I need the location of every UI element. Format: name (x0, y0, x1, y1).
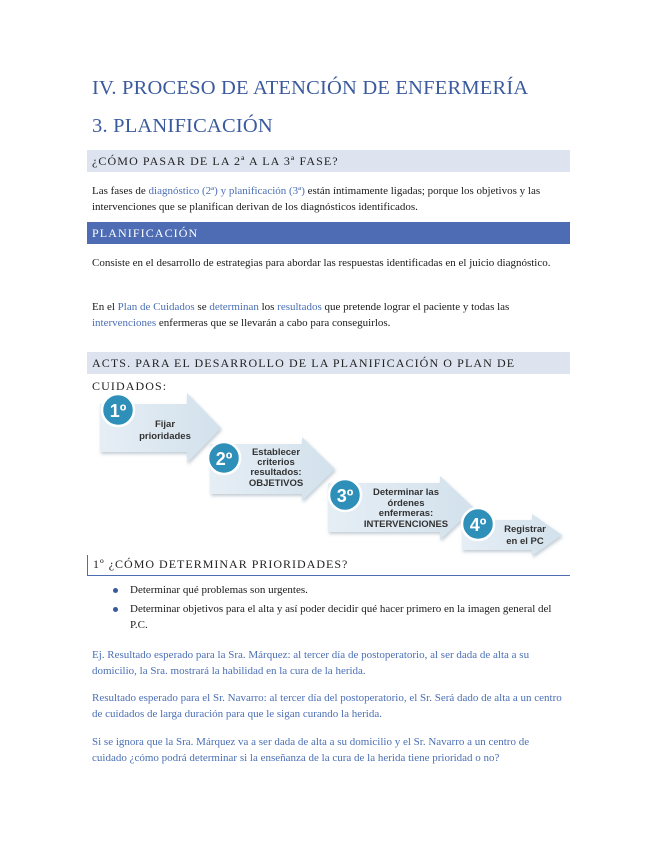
text-segment: están íntimamente ligadas; porque los objetivos y las intervenciones que se planifican derivan de los diagnósticos identificados. (92, 185, 541, 213)
step-label-line: Fijar (154, 419, 176, 430)
list-item-text: Determinar objetivos para el alta y así poder decidir qué hacer primero en la imagen general del P.C. (130, 603, 552, 631)
step-label-line: órdenes (387, 498, 425, 509)
step-2 (208, 437, 335, 501)
text-segment: se (194, 301, 210, 313)
step-label-line: prioridades (139, 431, 191, 442)
paragraph-definicion: Consiste en el desarrollo de estrategias para abordar las respuestas identificadas en el juicio diagnóstico. (92, 257, 551, 269)
highlight-text: resultados (277, 301, 322, 313)
main-title: IV. PROCESO DE ATENCIÓN DE ENFERMERÍA (92, 77, 529, 99)
step-number: 3º (336, 486, 354, 506)
heading-band-actividades: ACTS. PARA EL DESARROLLO DE LA PLANIFICACIÓN O PLAN DE CUIDADOS: (87, 352, 570, 374)
step-3 (328, 476, 474, 540)
heading-band-fases: ¿CÓMO PASAR DE LA 2ª A LA 3ª FASE? (87, 150, 570, 172)
section-title: 3. PLANIFICACIÓN (92, 115, 273, 137)
text-segment: En el (92, 301, 118, 313)
step-4 (462, 508, 562, 556)
text-segment: que pretende lograr el paciente y todas las (321, 301, 510, 313)
list-item (110, 601, 565, 633)
step-label-line: Determinar las (372, 487, 440, 498)
text-segment: enfermeras que se llevarán a cabo para conseguirlos. (156, 317, 391, 329)
step-label-line: Registrar (504, 524, 546, 535)
list-item-text: Determinar qué problemas son urgentes. (130, 584, 308, 596)
heading-band-planificacion: PLANIFICACIÓN (87, 222, 570, 244)
step-label-line: resultados: (250, 467, 302, 478)
step-number: 1º (109, 401, 127, 421)
text-segment: los (258, 301, 278, 313)
highlight-text: determinan (209, 301, 259, 313)
step-label-line: en el PC (506, 536, 544, 547)
example-marquez: Ej. Resultado esperado para la Sra. Márquez: al tercer día de postoperatorio, al ser dada de alta a su domicilio, la Sra. mostrará la habilidad en la cura de la herida. (92, 649, 530, 677)
bullet-icon (113, 588, 118, 593)
step-label-line: criterios (257, 457, 295, 468)
step-number: 2º (215, 449, 233, 469)
text-segment: Las fases de (92, 185, 149, 197)
bullet-icon (113, 607, 118, 612)
step-label-line: enfermeras: (378, 508, 434, 519)
step-number: 4º (469, 515, 487, 535)
example-question: Si se ignora que la Sra. Márquez va a ser dada de alta a su domicilio y el Sr. Navarro a un centro de cuidado ¿cómo podrá determinar si la enseñanza de la cura de la herida tiene prioridad o no? (92, 736, 530, 764)
bullet-list (110, 582, 565, 636)
step-label-line: Establecer (251, 447, 301, 458)
highlight-text: intervenciones (92, 317, 157, 329)
example-navarro: Resultado esperado para el Sr. Navarro: al tercer día del postoperatorio, el Sr. Será dado de alta a un centro de cuidados de larga duración para que le sigan curando la herida. (92, 692, 562, 720)
list-item (110, 582, 565, 598)
highlight-text: Plan de Cuidados (117, 301, 195, 313)
subheading-prioridades: 1º ¿CÓMO DETERMINAR PRIORIDADES? (87, 555, 570, 576)
highlight-text: diagnóstico (2ª) y planificación (3ª) (148, 185, 305, 197)
step-1 (100, 393, 221, 463)
step-label-line: INTERVENCIONES (363, 519, 449, 530)
step-label-line: OBJETIVOS (248, 478, 304, 489)
